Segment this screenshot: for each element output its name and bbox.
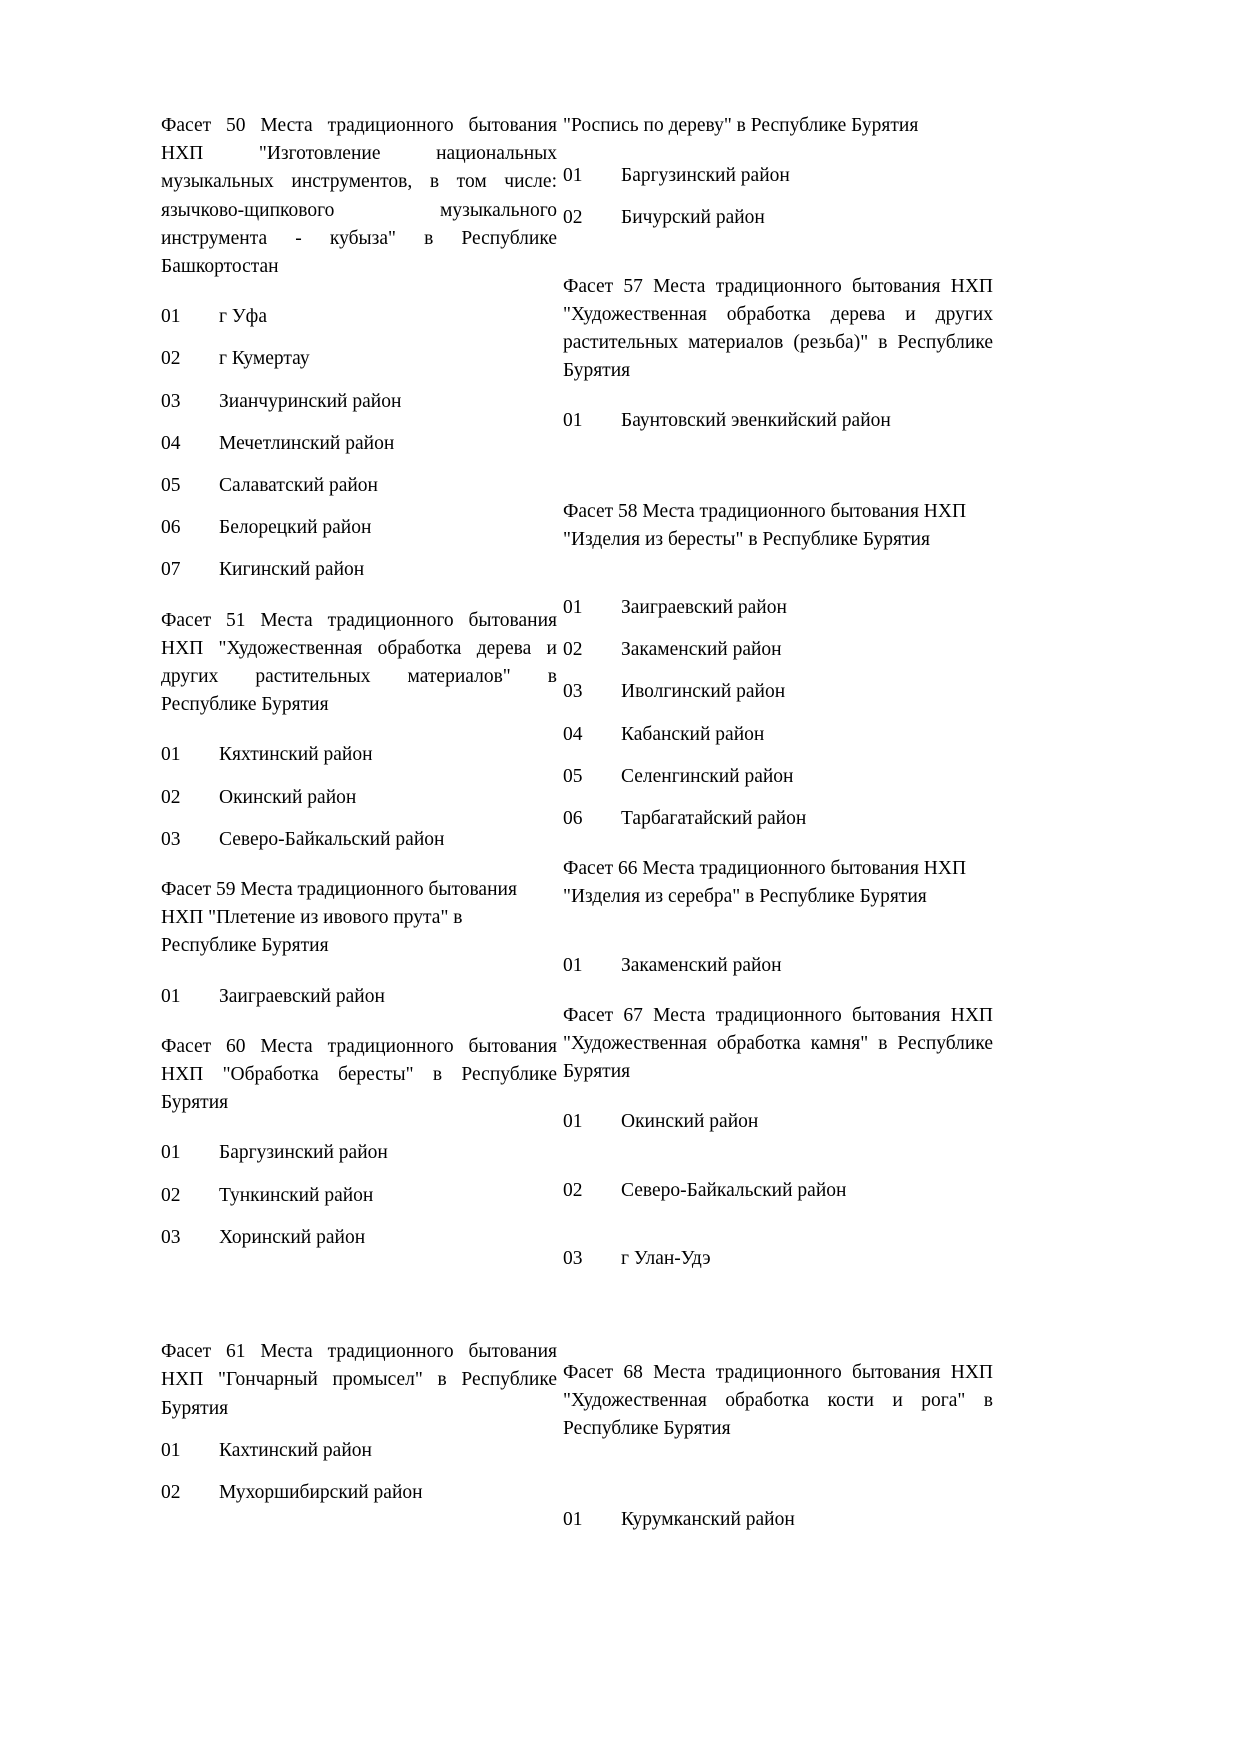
list-item <box>161 741 557 769</box>
paragraph-spacer <box>161 1117 557 1139</box>
list-item <box>563 1506 993 1534</box>
list-item-code: 02 <box>161 786 181 808</box>
list-item-name: Зианчуринский район <box>219 390 402 412</box>
list-item-code: 04 <box>161 432 181 454</box>
paragraph-spacer <box>563 833 993 855</box>
list-item <box>161 514 557 542</box>
list-item-name: Закаменский район <box>621 639 782 661</box>
list-item-code: 01 <box>161 1439 181 1461</box>
paragraph-spacer <box>161 1168 557 1182</box>
list-item-name: Заиграевский район <box>219 985 385 1007</box>
list-item-code: 05 <box>161 475 181 497</box>
list-item-code: 01 <box>563 410 583 432</box>
paragraph-spacer <box>563 385 993 407</box>
list-item-code: 03 <box>563 1247 583 1269</box>
list-item-code: 03 <box>161 1226 181 1248</box>
list-item-name: Закаменский район <box>621 954 782 976</box>
list-item-code: 06 <box>161 517 181 539</box>
paragraph-spacer <box>161 500 557 514</box>
paragraph-spacer <box>563 912 993 952</box>
list-item-name: Баунтовский эвенкийский район <box>621 410 891 432</box>
left-column <box>161 112 557 1507</box>
paragraph-spacer <box>563 190 993 204</box>
paragraph-spacer <box>161 585 557 607</box>
facet-heading: Фасет 66 Места традиционного бытования НХП "Изделия из серебра" в Республике Бурятия <box>563 858 967 908</box>
list-item <box>563 1177 993 1205</box>
list-item-code: 04 <box>563 723 583 745</box>
list-item-name: Белорецкий район <box>219 517 372 539</box>
paragraph-spacer <box>563 554 993 594</box>
list-item-code: 01 <box>563 597 583 619</box>
list-item-name: г Кумертау <box>219 348 310 370</box>
paragraph-spacer <box>161 719 557 741</box>
list-item-code: 02 <box>161 1184 181 1206</box>
list-item-name: Иволгинский район <box>621 681 786 703</box>
list-item <box>161 826 557 854</box>
list-item <box>563 594 993 622</box>
right-column <box>563 112 993 1534</box>
list-item <box>161 388 557 416</box>
list-item-code: 01 <box>563 1508 583 1530</box>
list-item <box>161 1437 557 1465</box>
paragraph-spacer <box>563 791 993 805</box>
facet-heading: Фасет 57 Места традиционного бытования НХП "Художественная обработка дерева и других растительных материалов (резьба)" в Республике Бурятия <box>563 275 993 382</box>
list-item-name: Курумканский район <box>621 1508 795 1530</box>
paragraph-spacer <box>161 961 557 983</box>
paragraph-spacer <box>563 1205 993 1245</box>
paragraph-spacer <box>161 1423 557 1437</box>
list-item-code: 01 <box>161 306 181 328</box>
list-item <box>563 952 993 980</box>
list-item <box>563 162 993 190</box>
list-item-code: 06 <box>563 808 583 830</box>
list-item <box>161 430 557 458</box>
list-item-name: Кабанский район <box>621 723 765 745</box>
paragraph-spacer <box>161 1210 557 1224</box>
paragraph-spacer <box>161 770 557 784</box>
list-item-name: г Уфа <box>219 306 267 328</box>
list-item <box>563 1108 993 1136</box>
list-item <box>563 763 993 791</box>
paragraph-spacer <box>161 812 557 826</box>
list-item <box>161 1224 557 1252</box>
facet-heading: Фасет 58 Места традиционного бытования НХП "Изделия из бересты" в Республике Бурятия <box>563 500 967 550</box>
list-item <box>563 721 993 749</box>
facet-heading: Фасет 68 Места традиционного бытования НХП "Художественная обработка кости и рога" в Республике Бурятия <box>563 1362 993 1440</box>
list-item <box>563 1245 993 1273</box>
list-item-code: 02 <box>563 207 583 229</box>
list-item-name: Кяхтинский район <box>219 744 373 766</box>
list-item-name: Заиграевский район <box>621 597 787 619</box>
list-item-name: Окинский район <box>621 1111 759 1133</box>
list-item <box>161 784 557 812</box>
facet-heading: Фасет 50 Места традиционного бытования НХП "Изготовление национальных музыкальных инструментов, в том числе: язычково-щипкового музыкального инструмента - кубыза" в Республике Башкортостан <box>161 115 557 278</box>
list-item-name: Баргузинский район <box>621 165 790 187</box>
paragraph-spacer <box>563 980 993 1002</box>
list-item <box>563 407 993 435</box>
paragraph-spacer <box>563 233 993 273</box>
paragraph-spacer <box>161 854 557 876</box>
list-item-name: Бичурский район <box>621 207 765 229</box>
facet-heading: Фасет 51 Места традиционного бытования НХП "Художественная обработка дерева и других растительных материалов" в Республике Бурятия <box>161 609 557 716</box>
paragraph-spacer <box>563 436 993 498</box>
list-item-name: Салаватский район <box>219 475 378 497</box>
facet-heading: Фасет 59 Места традиционного бытования НХП "Плетение из ивового прута" в Республике Бурятия <box>161 879 517 957</box>
paragraph-spacer <box>563 1137 993 1177</box>
list-item <box>563 636 993 664</box>
paragraph-spacer <box>161 458 557 472</box>
list-item-name: Мухоршибирский район <box>219 1481 423 1503</box>
list-item-code: 01 <box>563 165 583 187</box>
paragraph-spacer <box>161 1465 557 1479</box>
list-item-code: 01 <box>563 1111 583 1133</box>
list-item-name: Окинский район <box>219 786 357 808</box>
list-item <box>161 472 557 500</box>
list-item-name: Тункинский район <box>219 1184 374 1206</box>
list-item-name: Северо-Байкальский район <box>621 1179 847 1201</box>
list-item <box>161 1182 557 1210</box>
list-item-name: г Улан-Удэ <box>621 1247 711 1269</box>
two-column-body <box>161 112 1079 1530</box>
list-item <box>563 678 993 706</box>
list-item-code: 01 <box>563 954 583 976</box>
list-item <box>161 303 557 331</box>
list-item-name: Селенгинский район <box>621 765 794 787</box>
list-item-code: 03 <box>161 828 181 850</box>
list-item-name: Северо-Байкальский район <box>219 828 445 850</box>
list-item-name: Баргузинский район <box>219 1142 388 1164</box>
paragraph-spacer <box>563 707 993 721</box>
list-item-name: Мечетлинский район <box>219 432 395 454</box>
list-item <box>161 345 557 373</box>
paragraph-spacer <box>161 1011 557 1033</box>
facet-heading: Фасет 60 Места традиционного бытования НХП "Обработка бересты" в Республике Бурятия <box>161 1035 557 1114</box>
paragraph-spacer <box>563 140 993 162</box>
paragraph-spacer <box>563 749 993 763</box>
list-item <box>563 204 993 232</box>
list-item-code: 07 <box>161 559 181 581</box>
paragraph-spacer <box>563 1273 993 1359</box>
list-item-name: Кахтинский район <box>219 1439 372 1461</box>
list-item <box>161 1139 557 1167</box>
list-item-code: 01 <box>161 1142 181 1164</box>
list-item-code: 01 <box>161 744 181 766</box>
facet-heading: Фасет 67 Места традиционного бытования НХП "Художественная обработка камня" в Республике Бурятия <box>563 1004 993 1083</box>
list-item <box>161 556 557 584</box>
list-item-code: 02 <box>563 639 583 661</box>
list-item <box>563 805 993 833</box>
list-item-name: Тарбагатайский район <box>621 808 807 830</box>
paragraph-spacer <box>563 1444 993 1506</box>
paragraph-spacer <box>161 374 557 388</box>
list-item-code: 01 <box>161 985 181 1007</box>
paragraph-spacer <box>161 416 557 430</box>
paragraph-spacer <box>161 331 557 345</box>
facet-heading: Фасет 61 Места традиционного бытования НХП "Гончарный промысел" в Республике Бурятия <box>161 1341 557 1419</box>
paragraph-spacer <box>161 281 557 303</box>
list-item-code: 05 <box>563 765 583 787</box>
list-item-name: Хоринский район <box>219 1226 366 1248</box>
paragraph-spacer <box>161 542 557 556</box>
list-item-code: 02 <box>161 1481 181 1503</box>
list-item <box>161 983 557 1011</box>
list-item-code: 03 <box>161 390 181 412</box>
list-item-name: Кигинский район <box>219 559 365 581</box>
paragraph-spacer <box>563 664 993 678</box>
list-item-code: 02 <box>161 348 181 370</box>
paragraph-spacer <box>563 1086 993 1108</box>
list-item-code: 03 <box>563 681 583 703</box>
paragraph-spacer <box>563 622 993 636</box>
paragraph-spacer <box>161 1252 557 1338</box>
list-item <box>161 1479 557 1507</box>
facet-heading: "Роспись по дереву" в Республике Бурятия <box>563 115 919 136</box>
list-item-code: 02 <box>563 1179 583 1201</box>
